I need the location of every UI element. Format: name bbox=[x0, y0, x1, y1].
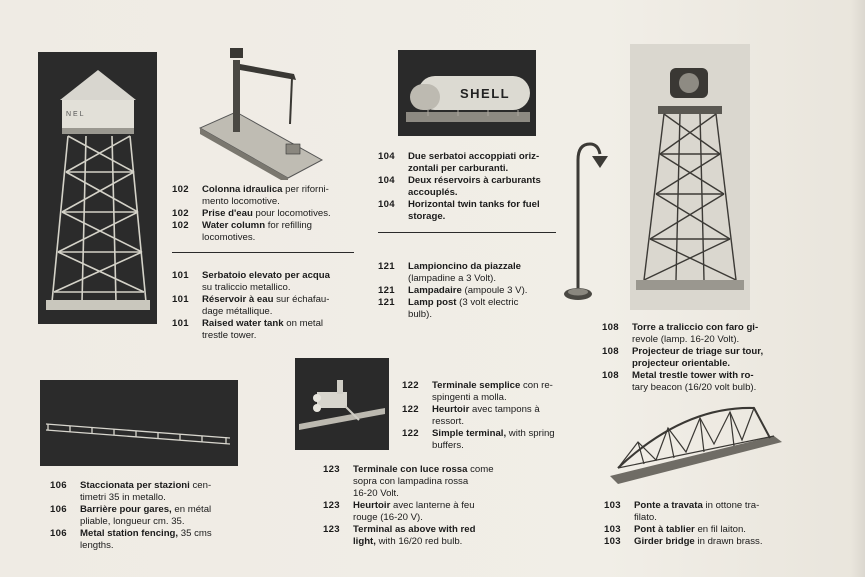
item-title: Lamp post bbox=[408, 297, 457, 308]
item-title: Heurtoir bbox=[432, 404, 470, 415]
item-number: 102 bbox=[172, 184, 189, 195]
item-title: Metal trestle tower with ro- bbox=[632, 370, 754, 381]
twin-tanks-photo bbox=[398, 50, 536, 136]
terminal-photo bbox=[295, 358, 389, 450]
item-desc: con re- bbox=[520, 380, 553, 391]
item-desc-cont: timetri 35 in metallo. bbox=[80, 492, 166, 503]
item-number: 106 bbox=[50, 480, 67, 491]
item-desc-cont: ressort. bbox=[432, 416, 464, 427]
water-column-illustration bbox=[196, 40, 326, 180]
item-desc-cont: pliable, longueur cm. 35. bbox=[80, 516, 185, 527]
item-title: Metal station fencing, bbox=[80, 528, 179, 539]
item-desc-cont: dage métallique. bbox=[202, 306, 273, 317]
item-number: 103 bbox=[604, 536, 621, 547]
item-title: Terminale con luce rossa bbox=[353, 464, 468, 475]
beacon-tower-photo bbox=[630, 44, 750, 310]
item-title-cont: projecteur orientable. bbox=[632, 358, 731, 369]
item-title: Raised water tank bbox=[202, 318, 284, 329]
item-title: Due serbatoi accoppiati oriz- bbox=[408, 151, 540, 162]
item-title: Lampioncino da piazzale bbox=[408, 261, 522, 272]
item-desc: in ottone tra- bbox=[702, 500, 760, 511]
item-title: Terminale semplice bbox=[432, 380, 521, 391]
item-desc: with 16/20 red bulb. bbox=[375, 536, 463, 547]
item-desc: with spring bbox=[506, 428, 555, 439]
item-number: 122 bbox=[402, 428, 419, 439]
item-number: 106 bbox=[50, 504, 67, 515]
entry-102-it bbox=[172, 184, 362, 196]
shell-label: SHELL bbox=[460, 86, 511, 101]
item-title: Colonna idraulica bbox=[202, 184, 283, 195]
entry-122 bbox=[402, 380, 592, 452]
item-number: 101 bbox=[172, 270, 189, 281]
item-desc-cont: tary beacon (16/20 volt bulb). bbox=[632, 382, 757, 393]
item-number: 101 bbox=[172, 318, 189, 329]
item-title: Girder bridge bbox=[634, 536, 695, 547]
item-desc-cont: buffers. bbox=[432, 440, 464, 451]
item-number: 102 bbox=[172, 208, 189, 219]
item-number: 102 bbox=[172, 220, 189, 231]
item-desc: on metal bbox=[283, 318, 324, 329]
item-title: Prise d'eau bbox=[202, 208, 253, 219]
item-number: 123 bbox=[323, 464, 340, 475]
item-desc-cont: trestle tower. bbox=[202, 330, 257, 341]
item-desc: pour locomotives. bbox=[252, 208, 331, 219]
item-number: 108 bbox=[602, 322, 619, 333]
item-desc: avec lanterne à feu bbox=[390, 500, 475, 511]
item-desc: (3 volt electric bbox=[456, 297, 519, 308]
item-title: Pont à tablier bbox=[634, 524, 695, 535]
item-number: 121 bbox=[378, 297, 395, 308]
item-title: Water column bbox=[202, 220, 266, 231]
item-desc-cont: bulb). bbox=[408, 309, 432, 320]
item-title: Staccionata per stazioni bbox=[80, 480, 190, 491]
item-title: Barrière pour gares, bbox=[80, 504, 172, 515]
item-desc: 35 cms bbox=[178, 528, 212, 539]
entry-102-en bbox=[172, 220, 362, 232]
page-edge-shadow bbox=[851, 0, 865, 577]
item-title: Serbatoio elevato per acqua bbox=[202, 270, 330, 281]
item-title: Réservoir à eau bbox=[202, 294, 274, 305]
item-number: 104 bbox=[378, 151, 395, 162]
entry-108 bbox=[602, 322, 802, 394]
item-title-cont: light, bbox=[353, 536, 376, 547]
item-title: Deux réservoirs à carburants bbox=[408, 175, 541, 186]
item-desc-cont: lengths. bbox=[80, 540, 114, 551]
entry-104 bbox=[378, 151, 568, 223]
item-desc-cont: locomotives. bbox=[202, 232, 256, 243]
item-desc-cont: revole (lamp. 16-20 Volt). bbox=[632, 334, 740, 345]
item-number: 101 bbox=[172, 294, 189, 305]
tank-label: N E L bbox=[66, 111, 84, 118]
item-number: 123 bbox=[323, 500, 340, 511]
item-number: 122 bbox=[402, 404, 419, 415]
entry-121 bbox=[378, 261, 563, 321]
item-desc: (ampoule 3 V). bbox=[461, 285, 528, 296]
item-desc: in drawn brass. bbox=[694, 536, 763, 547]
entry-101 bbox=[172, 270, 362, 342]
entry-123 bbox=[323, 464, 513, 548]
item-desc: en fil laiton. bbox=[694, 524, 746, 535]
item-desc: cen- bbox=[189, 480, 212, 491]
water-tank-photo bbox=[38, 52, 157, 324]
entry-103 bbox=[604, 500, 804, 548]
entry-102 bbox=[172, 184, 362, 244]
item-title: Ponte a travata bbox=[634, 500, 703, 511]
item-number: 121 bbox=[378, 261, 395, 272]
item-number: 104 bbox=[378, 199, 395, 210]
item-desc-cont: mento locomotive. bbox=[202, 196, 280, 207]
item-title: Heurtoir bbox=[353, 500, 391, 511]
item-desc-cont: spingenti a molla. bbox=[432, 392, 507, 403]
item-desc-cont: (lampadine a 3 Volt). bbox=[408, 273, 496, 284]
item-title-cont: zontali per carburanti. bbox=[408, 163, 509, 174]
divider bbox=[378, 232, 556, 233]
item-desc: for refilling bbox=[265, 220, 312, 231]
item-number: 123 bbox=[323, 524, 340, 535]
item-desc: per riforni- bbox=[282, 184, 329, 195]
item-number: 121 bbox=[378, 285, 395, 296]
item-desc: avec tampons à bbox=[469, 404, 540, 415]
item-desc: come bbox=[467, 464, 494, 475]
item-number: 122 bbox=[402, 380, 419, 391]
item-desc-cont: rouge (16-20 V). bbox=[353, 512, 423, 523]
item-number: 104 bbox=[378, 175, 395, 186]
item-desc: en métal bbox=[171, 504, 212, 515]
item-title: Projecteur de triage sur tour, bbox=[632, 346, 764, 357]
item-desc-cont: filato. bbox=[634, 512, 657, 523]
divider bbox=[172, 252, 354, 253]
item-number: 103 bbox=[604, 500, 621, 511]
entry-102-fr bbox=[172, 208, 362, 220]
item-title: Horizontal twin tanks for fuel bbox=[408, 199, 540, 210]
item-desc-cont: su traliccio metallico. bbox=[202, 282, 291, 293]
water-tank-illustration bbox=[38, 52, 157, 324]
item-title: Simple terminal, bbox=[432, 428, 507, 439]
item-title: Terminal as above with red bbox=[353, 524, 476, 535]
item-title: Torre a traliccio con faro gi- bbox=[632, 322, 759, 333]
item-desc: sur échafau- bbox=[273, 294, 330, 305]
item-title: Lampadaire bbox=[408, 285, 462, 296]
item-number: 108 bbox=[602, 346, 619, 357]
item-title-cont: storage. bbox=[408, 211, 446, 222]
item-desc-cont: sopra con lampadina rossa bbox=[353, 476, 469, 487]
station-fencing-photo bbox=[40, 380, 238, 466]
item-title-cont: accouplés. bbox=[408, 187, 458, 198]
item-desc-cont: 16-20 Volt. bbox=[353, 488, 399, 499]
girder-bridge-illustration bbox=[604, 398, 784, 494]
entry-106 bbox=[50, 480, 250, 552]
item-number: 108 bbox=[602, 370, 619, 381]
item-number: 106 bbox=[50, 528, 67, 539]
lamp-post-illustration bbox=[560, 140, 608, 305]
item-number: 103 bbox=[604, 524, 621, 535]
